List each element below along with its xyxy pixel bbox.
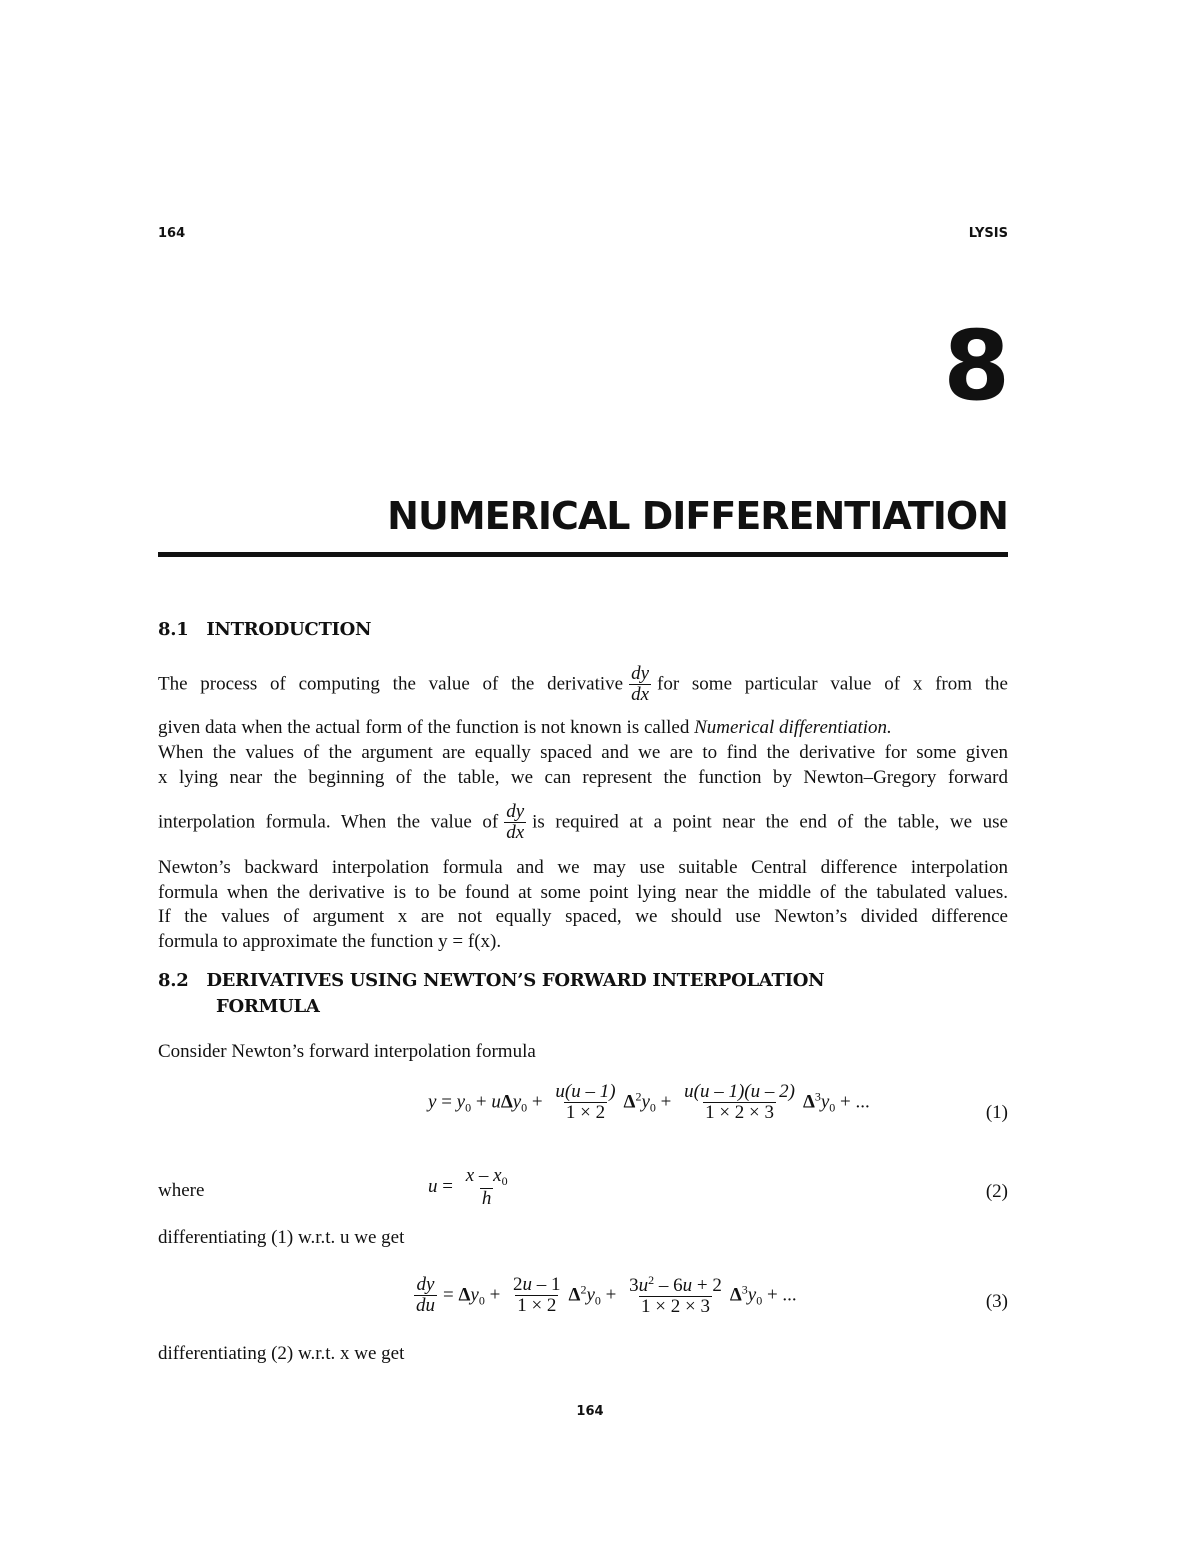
derivative-fraction: $\frac{dy}{dx}$ [506,801,525,843]
equation-number-3: (3) [985,1291,1008,1312]
paragraph-line [158,664,1008,706]
paragraph-line: formula to approximate the function y = f(x). [158,931,502,952]
equation-number-2: (2) [985,1181,1008,1202]
chapter-rule [158,552,1008,557]
eq1-fraction-1: $\frac{u(u - 1)}{1 \times 2}$ [555,1081,616,1123]
header-running-title: LYSIS [968,226,1008,241]
paragraph-line: differentiating (2) w.r.t. x we get [158,1343,405,1364]
section-heading-forward-cont: FORMULA [216,996,320,1017]
chapter-title: NUMERICAL DIFFERENTIATION [387,494,1008,538]
line-text: for some particular value of x from the [657,673,1008,695]
equation-2: u = $\frac{x - x_0}{h}$ [428,1165,508,1209]
line-text: The process of computing the value of the derivative [158,673,624,695]
paragraph-line: If the values of argument x are not equally spaced, we should use Newton’s divided difference [158,906,1008,927]
equation-1: $y = y_0 + u\Delta y_0$ + $\frac{u(u - 1)}{1 \times 2}$ $\Delta^2y_0$ + $\frac{u(u - 1)(u - 2)}{1 \times 2 \times 3}$ $\Delta^3y_0$ + ... [428,1081,870,1123]
section-heading-intro: 8.1 INTRODUCTION [158,619,372,640]
equation-number-1: (1) [985,1102,1008,1123]
header-page-number: 164 [158,226,186,241]
chapter-number: 8 [943,310,1008,422]
paragraph-line [158,718,1008,737]
line-text: given data when the actual form of the function is not known is called [158,717,690,738]
eq3-lhs-fraction: $\frac{dy}{du}$ [416,1274,435,1316]
equation-3: $\frac{dy}{du}$ = $\Delta y_0$ + $\frac{2u - 1}{1 \times 2}$ $\Delta^2y_0$ + $\frac{3u^2 - 6u + 2}{1 \times 2 \times 3}$ $\Delta^3y_0$ + ... [416,1273,797,1317]
derivative-fraction: $\frac{dy}{dx}$ [631,663,649,705]
eq3-fraction-2: $\frac{3u^2 - 6u + 2}{1 \times 2 \times 3}$ [629,1273,722,1317]
term-numerical-differentiation: Numerical differentiation. [694,717,892,738]
paragraph-line [158,802,1008,844]
eq3-fraction-1: $\frac{2u - 1}{1 \times 2}$ [513,1274,561,1316]
where-label: where [158,1180,205,1201]
paragraph-line: Consider Newton’s forward interpolation formula [158,1041,536,1062]
paragraph-line: differentiating (1) w.r.t. u we get [158,1227,405,1248]
paragraph-line: Newton’s backward interpolation formula and we may use suitable Central difference interpolation [158,857,1008,878]
eq1-fraction-2: $\frac{u(u - 1)(u - 2)}{1 \times 2 \times 3}$ [684,1081,795,1123]
eq2-fraction: $\frac{x - x_0}{h}$ [465,1165,508,1209]
paragraph-line: x lying near the beginning of the table, we can represent the function by Newton–Gregory forward [158,767,1008,788]
line-text: interpolation formula. When the value of [158,811,499,833]
footer-page-number: 164 [576,1404,604,1419]
line-text: is required at a point near the end of the table, we use [532,811,1008,833]
paragraph-line: formula when the derivative is to be found at some point lying near the middle of the tabulated values. [158,882,1008,903]
paragraph-line: When the values of the argument are equally spaced and we are to find the derivative for some given [158,742,1008,763]
section-heading-forward: 8.2 DERIVATIVES USING NEWTON’S FORWARD INTERPOLATION [158,970,825,991]
